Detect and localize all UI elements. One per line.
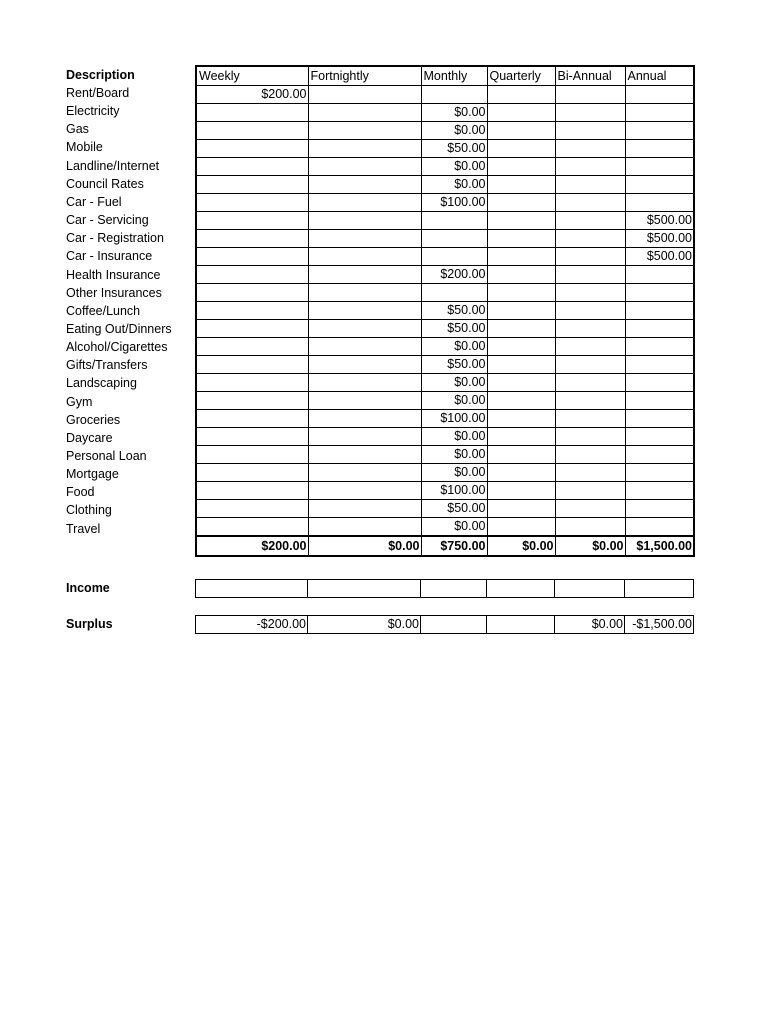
monthly-cell[interactable]: $0.00 <box>421 392 487 410</box>
annual-cell[interactable] <box>625 392 694 410</box>
annual-cell[interactable] <box>625 482 694 500</box>
income-fortnightly-cell[interactable] <box>308 580 421 598</box>
bi-annual-cell[interactable] <box>555 230 625 248</box>
income-bi-annual-cell[interactable] <box>555 580 625 598</box>
surplus-table <box>195 615 694 634</box>
income-table <box>195 579 694 598</box>
weekly-cell[interactable] <box>196 320 308 338</box>
row-label: Car - Registration <box>66 231 164 246</box>
quarterly-cell[interactable] <box>487 266 555 284</box>
annual-cell[interactable] <box>625 338 694 356</box>
fortnightly-cell[interactable] <box>308 518 421 537</box>
annual-cell[interactable]: $500.00 <box>625 212 694 230</box>
annual-cell[interactable] <box>625 446 694 464</box>
weekly-cell[interactable] <box>196 176 308 194</box>
table-row <box>196 284 694 302</box>
annual-cell[interactable] <box>625 464 694 482</box>
weekly-cell[interactable] <box>196 230 308 248</box>
fortnightly-cell[interactable] <box>308 464 421 482</box>
row-label: Electricity <box>66 104 120 119</box>
header-bi-annual[interactable]: Bi-Annual <box>555 66 625 86</box>
annual-cell[interactable] <box>625 302 694 320</box>
quarterly-cell[interactable] <box>487 158 555 176</box>
monthly-cell[interactable]: $0.00 <box>421 104 487 122</box>
quarterly-cell[interactable] <box>487 446 555 464</box>
header-weekly[interactable]: Weekly <box>196 66 308 86</box>
income-weekly-cell[interactable] <box>196 580 308 598</box>
row-label: Health Insurance <box>66 267 161 282</box>
annual-cell[interactable]: $500.00 <box>625 248 694 266</box>
row-label: Eating Out/Dinners <box>66 321 172 336</box>
fortnightly-cell[interactable] <box>308 248 421 266</box>
table-row <box>196 410 694 428</box>
table-row <box>196 446 694 464</box>
weekly-cell[interactable] <box>196 122 308 140</box>
quarterly-cell[interactable] <box>487 500 555 518</box>
bi-annual-cell[interactable] <box>555 302 625 320</box>
monthly-cell[interactable] <box>421 284 487 302</box>
bi-annual-cell[interactable] <box>555 500 625 518</box>
table-row <box>196 248 694 266</box>
quarterly-cell[interactable] <box>487 176 555 194</box>
bi-annual-cell[interactable] <box>555 248 625 266</box>
quarterly-cell[interactable] <box>487 248 555 266</box>
header-fortnightly[interactable]: Fortnightly <box>308 66 421 86</box>
fortnightly-cell[interactable] <box>308 212 421 230</box>
bi-annual-cell[interactable] <box>555 428 625 446</box>
quarterly-cell[interactable] <box>487 338 555 356</box>
fortnightly-cell[interactable] <box>308 104 421 122</box>
row-label: Clothing <box>66 503 112 518</box>
totals-row <box>196 536 694 556</box>
annual-cell[interactable] <box>625 500 694 518</box>
monthly-cell[interactable]: $0.00 <box>421 518 487 537</box>
weekly-cell[interactable] <box>196 212 308 230</box>
monthly-cell[interactable] <box>421 230 487 248</box>
fortnightly-cell[interactable] <box>308 194 421 212</box>
quarterly-cell[interactable] <box>487 428 555 446</box>
monthly-cell[interactable]: $100.00 <box>421 410 487 428</box>
quarterly-cell[interactable] <box>487 482 555 500</box>
annual-cell[interactable] <box>625 122 694 140</box>
bi-annual-cell[interactable] <box>555 140 625 158</box>
quarterly-cell[interactable] <box>487 122 555 140</box>
table-row <box>196 392 694 410</box>
surplus-label: Surplus <box>66 617 113 631</box>
header-quarterly[interactable]: Quarterly <box>487 66 555 86</box>
weekly-cell[interactable] <box>196 338 308 356</box>
annual-cell[interactable] <box>625 86 694 104</box>
monthly-cell[interactable]: $100.00 <box>421 194 487 212</box>
weekly-cell[interactable] <box>196 410 308 428</box>
weekly-cell[interactable] <box>196 482 308 500</box>
bi-annual-cell[interactable] <box>555 410 625 428</box>
bi-annual-cell[interactable] <box>555 464 625 482</box>
quarterly-cell[interactable] <box>487 284 555 302</box>
surplus-annual-cell[interactable]: -$1,500.00 <box>625 616 694 634</box>
bi-annual-cell[interactable] <box>555 482 625 500</box>
annual-cell[interactable] <box>625 158 694 176</box>
bi-annual-cell[interactable] <box>555 320 625 338</box>
table-row <box>196 338 694 356</box>
weekly-cell[interactable] <box>196 194 308 212</box>
weekly-cell[interactable] <box>196 302 308 320</box>
description-header: Description <box>66 68 135 82</box>
fortnightly-cell[interactable] <box>308 122 421 140</box>
row-label: Food <box>66 485 95 500</box>
row-label: Gym <box>66 394 93 409</box>
quarterly-cell[interactable] <box>487 86 555 104</box>
quarterly-cell[interactable] <box>487 464 555 482</box>
table-row <box>196 518 694 537</box>
weekly-cell[interactable] <box>196 374 308 392</box>
bi-annual-cell[interactable] <box>555 266 625 284</box>
monthly-cell[interactable]: $0.00 <box>421 176 487 194</box>
row-label: Car - Fuel <box>66 194 122 209</box>
fortnightly-cell[interactable] <box>308 86 421 104</box>
quarterly-cell[interactable] <box>487 410 555 428</box>
quarterly-cell[interactable] <box>487 374 555 392</box>
income-quarterly-cell[interactable] <box>487 580 555 598</box>
fortnightly-cell[interactable] <box>308 158 421 176</box>
monthly-cell[interactable] <box>421 248 487 266</box>
weekly-cell[interactable] <box>196 392 308 410</box>
bi-annual-cell[interactable] <box>555 392 625 410</box>
monthly-cell[interactable]: $0.00 <box>421 158 487 176</box>
surplus-quarterly-cell[interactable] <box>487 616 555 634</box>
total-weekly-cell[interactable]: $200.00 <box>196 536 308 556</box>
fortnightly-cell[interactable] <box>308 338 421 356</box>
annual-cell[interactable] <box>625 194 694 212</box>
fortnightly-cell[interactable] <box>308 356 421 374</box>
monthly-cell[interactable] <box>421 86 487 104</box>
table-row <box>196 140 694 158</box>
monthly-cell[interactable]: $200.00 <box>421 266 487 284</box>
surplus-weekly-cell[interactable]: -$200.00 <box>196 616 308 634</box>
annual-cell[interactable] <box>625 410 694 428</box>
annual-cell[interactable] <box>625 104 694 122</box>
weekly-cell[interactable] <box>196 464 308 482</box>
income-monthly-cell[interactable] <box>421 580 487 598</box>
annual-cell[interactable] <box>625 140 694 158</box>
table-row <box>196 320 694 338</box>
row-label: Personal Loan <box>66 449 147 463</box>
row-label: Mobile <box>66 140 103 155</box>
fortnightly-cell[interactable] <box>308 374 421 392</box>
table-row <box>196 266 694 284</box>
table-row <box>196 482 694 500</box>
weekly-cell[interactable] <box>196 140 308 158</box>
row-label: Daycare <box>66 430 113 445</box>
row-label: Car - Servicing <box>66 213 149 228</box>
annual-cell[interactable] <box>625 320 694 338</box>
fortnightly-cell[interactable] <box>308 446 421 464</box>
table-row <box>196 428 694 446</box>
monthly-cell[interactable]: $0.00 <box>421 122 487 140</box>
monthly-cell[interactable]: $0.00 <box>421 464 487 482</box>
table-row <box>196 176 694 194</box>
surplus-monthly-cell[interactable] <box>421 616 487 634</box>
row-label: Gifts/Transfers <box>66 358 148 373</box>
weekly-cell[interactable] <box>196 266 308 284</box>
table-row <box>196 230 694 248</box>
annual-cell[interactable] <box>625 284 694 302</box>
table-row <box>196 86 694 104</box>
table-row <box>196 158 694 176</box>
fortnightly-cell[interactable] <box>308 230 421 248</box>
income-annual-cell[interactable] <box>625 580 694 598</box>
fortnightly-cell[interactable] <box>308 284 421 302</box>
surplus-row <box>196 616 694 634</box>
header-monthly[interactable]: Monthly <box>421 66 487 86</box>
monthly-cell[interactable]: $0.00 <box>421 374 487 392</box>
row-label: Rent/Board <box>66 86 130 100</box>
total-monthly-cell[interactable]: $750.00 <box>421 536 487 556</box>
header-row <box>196 66 694 86</box>
quarterly-cell[interactable] <box>487 518 555 537</box>
fortnightly-cell[interactable] <box>308 266 421 284</box>
monthly-cell[interactable]: $0.00 <box>421 446 487 464</box>
monthly-cell[interactable]: $0.00 <box>421 338 487 356</box>
fortnightly-cell[interactable] <box>308 482 421 500</box>
bi-annual-cell[interactable] <box>555 356 625 374</box>
table-row <box>196 194 694 212</box>
weekly-cell[interactable] <box>196 428 308 446</box>
monthly-cell[interactable] <box>421 212 487 230</box>
monthly-cell[interactable]: $50.00 <box>421 320 487 338</box>
bi-annual-cell[interactable] <box>555 104 625 122</box>
table-row <box>196 302 694 320</box>
quarterly-cell[interactable] <box>487 104 555 122</box>
annual-cell[interactable] <box>625 356 694 374</box>
bi-annual-cell[interactable] <box>555 338 625 356</box>
fortnightly-cell[interactable] <box>308 500 421 518</box>
row-label: Travel <box>66 521 101 536</box>
weekly-cell[interactable] <box>196 158 308 176</box>
weekly-cell[interactable] <box>196 446 308 464</box>
monthly-cell[interactable]: $50.00 <box>421 356 487 374</box>
row-label: Car - Insurance <box>66 249 153 264</box>
row-label: Other Insurances <box>66 285 162 300</box>
annual-cell[interactable] <box>625 518 694 537</box>
weekly-cell[interactable] <box>196 284 308 302</box>
total-quarterly-cell[interactable]: $0.00 <box>487 536 555 556</box>
weekly-cell[interactable] <box>196 104 308 122</box>
weekly-cell[interactable] <box>196 356 308 374</box>
bi-annual-cell[interactable] <box>555 176 625 194</box>
weekly-cell[interactable] <box>196 500 308 518</box>
table-row <box>196 104 694 122</box>
bi-annual-cell[interactable] <box>555 374 625 392</box>
weekly-cell[interactable] <box>196 518 308 537</box>
bi-annual-cell[interactable] <box>555 194 625 212</box>
surplus-fortnightly-cell[interactable]: $0.00 <box>308 616 421 634</box>
monthly-cell[interactable]: $100.00 <box>421 482 487 500</box>
income-row <box>196 580 694 598</box>
quarterly-cell[interactable] <box>487 302 555 320</box>
quarterly-cell[interactable] <box>487 320 555 338</box>
row-label: Mortgage <box>66 467 119 482</box>
quarterly-cell[interactable] <box>487 140 555 158</box>
table-row <box>196 500 694 518</box>
row-label: Gas <box>66 122 89 137</box>
row-label: Council Rates <box>66 176 144 191</box>
weekly-cell[interactable] <box>196 248 308 266</box>
fortnightly-cell[interactable] <box>308 428 421 446</box>
header-annual[interactable]: Annual <box>625 66 694 86</box>
total-bi-annual-cell[interactable]: $0.00 <box>555 536 625 556</box>
quarterly-cell[interactable] <box>487 392 555 410</box>
income-label: Income <box>66 581 110 595</box>
monthly-cell[interactable]: $0.00 <box>421 428 487 446</box>
annual-cell[interactable] <box>625 374 694 392</box>
row-label: Landscaping <box>66 376 137 391</box>
weekly-cell[interactable]: $200.00 <box>196 86 308 104</box>
fortnightly-cell[interactable] <box>308 140 421 158</box>
table-row <box>196 374 694 392</box>
bi-annual-cell[interactable] <box>555 212 625 230</box>
annual-cell[interactable] <box>625 266 694 284</box>
expense-table <box>195 65 695 557</box>
row-label: Coffee/Lunch <box>66 303 141 318</box>
fortnightly-cell[interactable] <box>308 320 421 338</box>
bi-annual-cell[interactable] <box>555 158 625 176</box>
quarterly-cell[interactable] <box>487 230 555 248</box>
table-row <box>196 464 694 482</box>
monthly-cell[interactable]: $50.00 <box>421 302 487 320</box>
fortnightly-cell[interactable] <box>308 176 421 194</box>
quarterly-cell[interactable] <box>487 212 555 230</box>
bi-annual-cell[interactable] <box>555 284 625 302</box>
surplus-bi-annual-cell[interactable]: $0.00 <box>555 616 625 634</box>
quarterly-cell[interactable] <box>487 356 555 374</box>
annual-cell[interactable] <box>625 428 694 446</box>
bi-annual-cell[interactable] <box>555 86 625 104</box>
row-label: Alcohol/Cigarettes <box>66 340 168 355</box>
row-label: Groceries <box>66 412 121 427</box>
fortnightly-cell[interactable] <box>308 302 421 320</box>
table-row <box>196 122 694 140</box>
row-label: Landline/Internet <box>66 158 160 173</box>
fortnightly-cell[interactable] <box>308 410 421 428</box>
annual-cell[interactable] <box>625 176 694 194</box>
monthly-cell[interactable]: $50.00 <box>421 500 487 518</box>
bi-annual-cell[interactable] <box>555 122 625 140</box>
table-row <box>196 356 694 374</box>
annual-cell[interactable]: $500.00 <box>625 230 694 248</box>
fortnightly-cell[interactable] <box>308 392 421 410</box>
bi-annual-cell[interactable] <box>555 446 625 464</box>
table-row <box>196 212 694 230</box>
total-fortnightly-cell[interactable]: $0.00 <box>308 536 421 556</box>
monthly-cell[interactable]: $50.00 <box>421 140 487 158</box>
total-annual-cell[interactable]: $1,500.00 <box>625 536 694 556</box>
quarterly-cell[interactable] <box>487 194 555 212</box>
bi-annual-cell[interactable] <box>555 518 625 537</box>
